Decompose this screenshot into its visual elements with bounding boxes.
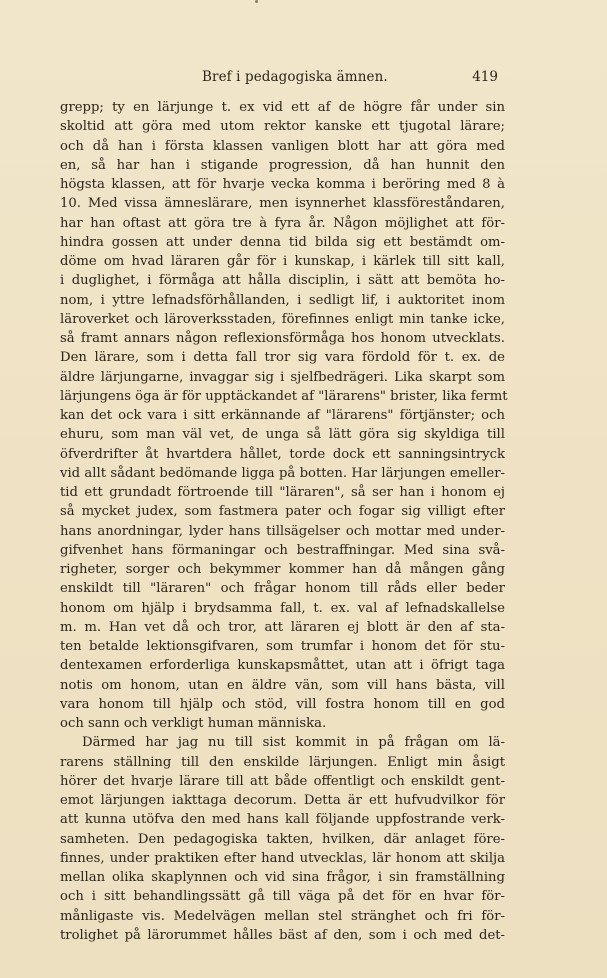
running-head: Bref i pedagogiska ämnen.: [202, 69, 388, 85]
text-line: emot lärjungen iakttaga decorum. Detta är ett hufvudvilkor för: [60, 793, 505, 808]
text-line: honom om hjälp i brydsamma fall, t. ex. val af lefnadskallelse: [60, 600, 505, 616]
text-line: dentexamen erforderliga kunskapsmåttet, utan att i öfrigt taga: [60, 658, 505, 674]
text-line: m. m. Han vet då och tror, att läraren ej blott är den af sta-: [60, 619, 505, 635]
text-line: rarens ställning till den enskilde lärjungen. Enligt min åsigt: [60, 754, 505, 770]
text-line: enskildt till "läraren" och frågar honom till råds eller beder: [60, 581, 505, 597]
text-line: hans anordningar, lyder hans tillsägelser och mottar med under-: [60, 523, 505, 539]
text-line: finnes, under praktiken efter hand utvecklas, lär honom att skilja: [60, 850, 505, 866]
body-text: [60, 98, 508, 945]
text-line: har han oftast att göra tre à fyra år. Någon möjlighet att för-: [60, 215, 505, 231]
text-line: notis om honom, utan en äldre vän, som vill hans bästa, vill: [60, 677, 505, 693]
text-line: i duglighet, i förmåga att hålla disciplin, i sätt att bemöta ho-: [60, 273, 505, 289]
text-line: kan det ock vara i sitt erkännande af "lärarens" förtjänster; och: [60, 408, 505, 423]
text-line: ten betalde lektionsgifvaren, som trumfar i honom det för stu-: [60, 639, 505, 654]
page-header: [60, 69, 498, 89]
text-line: lärjungens öga är för upptäckandet af "lärarens" brister, lika fermt: [60, 388, 508, 404]
text-line: läroverket och läroverksstaden, förefinnes enligt min tanke icke,: [60, 311, 505, 327]
text-line: och då han i första klassen vanligen blott har att göra med: [60, 138, 505, 154]
text-line: grepp; ty en lärjunge t. ex vid ett af de högre får under sin: [60, 100, 505, 115]
text-line: så framt annars någon reflexionsförmåga hos honom utvecklats.: [60, 331, 505, 346]
text-line: öfverdrifter åt hvartdera hållet, torde dock ett sanningsintryck: [60, 446, 505, 462]
text-line: att kunna utöfva den med hans kall följande uppfostrande verk-: [60, 812, 505, 828]
text-line: vara honom till hjälp och stöd, vill fostra honom till en god: [60, 696, 505, 712]
text-line: högsta klassen, att för hvarje vecka komma i beröring med 8 à: [60, 177, 505, 192]
text-line: så mycket judex, som fastmera pater och fogar sig villigt efter: [60, 504, 505, 520]
text-line: äldre lärjungarne, invaggar sig i sjelfbedrägeri. Lika skarpt som: [60, 369, 505, 385]
text-line: nom, i yttre lefnadsförhållanden, i sedligt lif, i auktoritet inom: [60, 292, 505, 308]
text-line: döme om hvad läraren går för i kunskap, i kärlek till sitt kall,: [60, 254, 505, 269]
page-number: 419: [472, 69, 498, 85]
text-line: tid ett grundadt förtroende till "läraren", så ser han i honom ej: [60, 485, 505, 500]
text-line: Den lärare, som i detta fall tror sig vara fördold för t. ex. de: [60, 350, 505, 366]
text-line: vid allt sådant bedömande ligga på botten. Har lärjungen emeller-: [60, 465, 505, 481]
text-line: ehuru, som man väl vet, de unga så lätt göra sig skyldiga till: [60, 427, 505, 443]
text-line: mellan olika skaplynnen och vid sina frågor, i sin framställning: [60, 870, 505, 885]
text-line: trolighet på lärorummet hålles bäst af den, som i och med det-: [60, 927, 505, 943]
text-line: och i sitt behandlingssätt gå till väga på det för en hvar för-: [60, 889, 505, 905]
text-line: en, så har han i stigande progression, då han hunnit den: [60, 157, 505, 173]
paragraph-start-line: Därmed har jag nu till sist kommit in på frågan om lä-: [82, 735, 505, 751]
print-speck: [255, 0, 258, 3]
text-line: samheten. Den pedagogiska takten, hvilken, där anlaget före-: [60, 831, 505, 847]
text-line: skoltid att göra med utom rektor kanske ett tjugotal lärare;: [60, 119, 505, 135]
text-line: hindra gossen att under denna tid bilda sig ett bestämdt om-: [60, 234, 505, 250]
text-line: hörer det hvarje lärare till att både offentligt och enskildt gent-: [60, 773, 505, 789]
text-line: gifvenhet hans förmaningar och bestraffningar. Med sina svå-: [60, 542, 505, 558]
text-line: 10. Med vissa ämneslärare, men isynnerhet klassföreståndaren,: [60, 196, 505, 212]
text-line: righeter, sorger och bekymmer kommer han då mången gång: [60, 562, 505, 577]
text-line: månligaste vis. Medelvägen mellan stel stränghet och fri för-: [60, 908, 505, 924]
paragraph-end-line: och sann och verkligt human människa.: [60, 716, 327, 731]
